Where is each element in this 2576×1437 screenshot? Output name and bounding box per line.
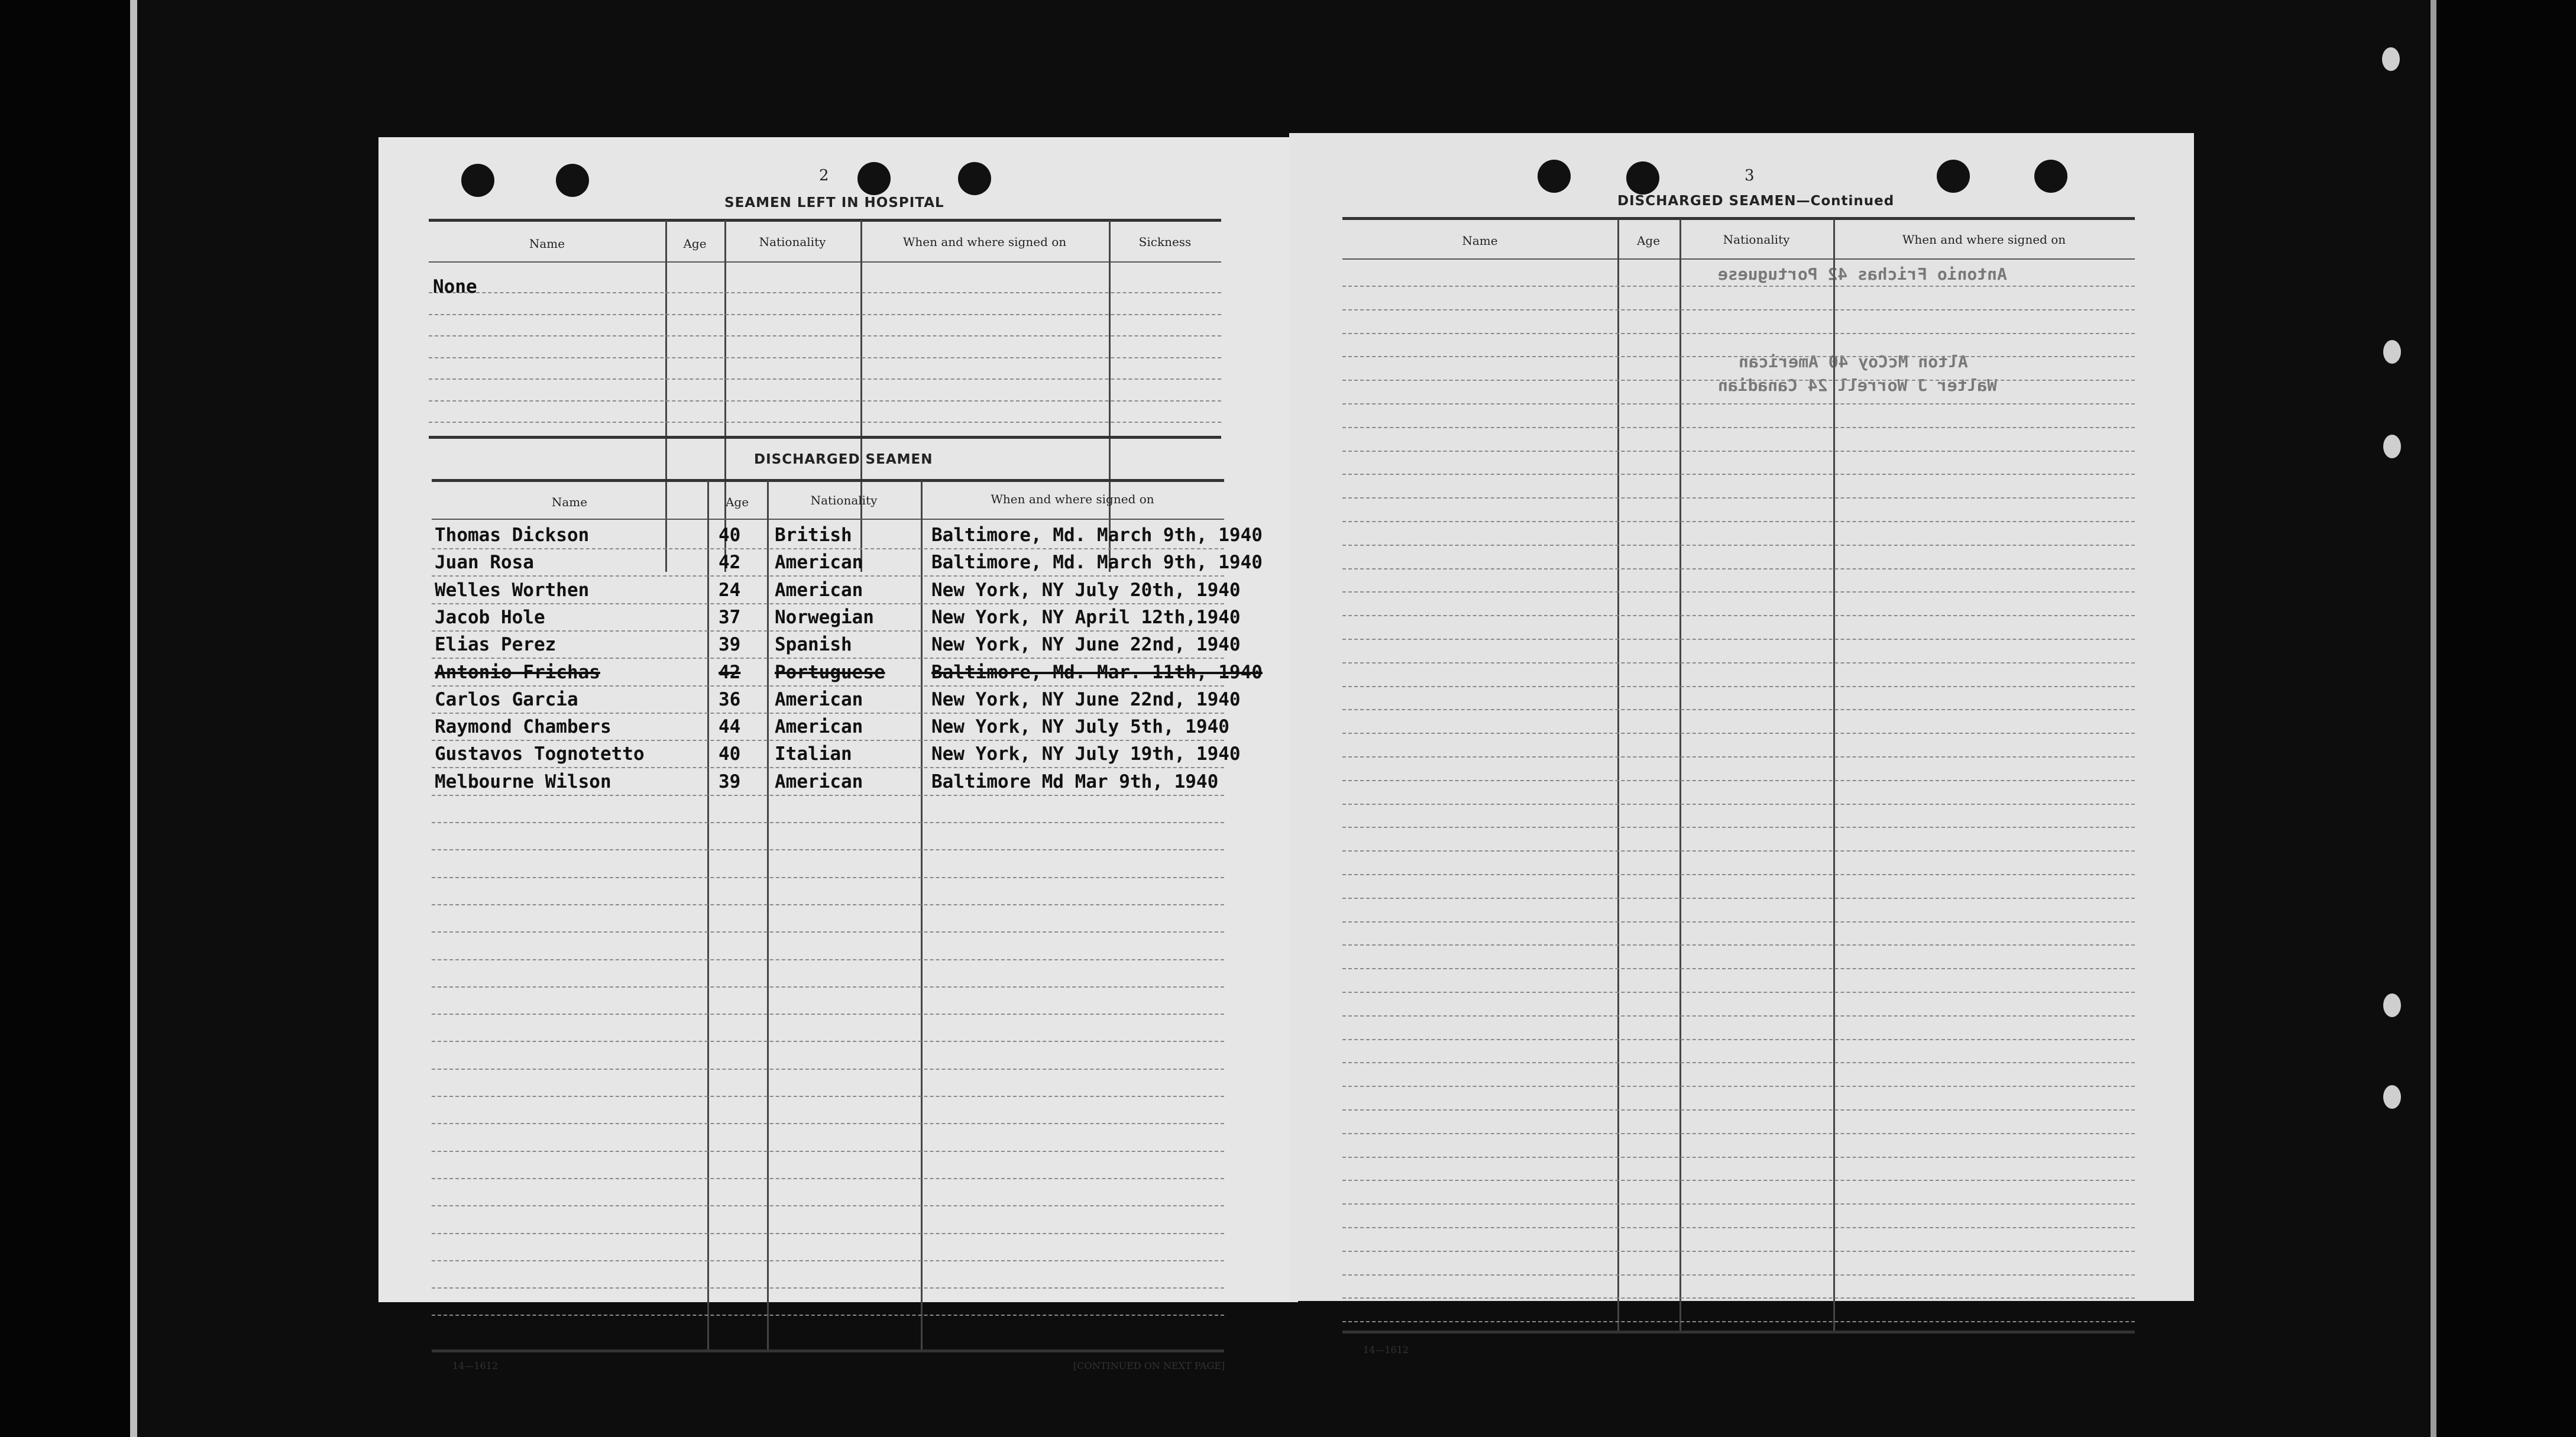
seaman-nationality: American (775, 579, 863, 601)
seaman-nationality: American (775, 771, 863, 792)
row-rule (429, 357, 1221, 358)
row-rule (1342, 733, 2135, 734)
film-edge-right (2431, 0, 2436, 1437)
row-rule (1342, 780, 2135, 781)
table-rule (432, 519, 1224, 520)
row-rule (429, 378, 1221, 380)
hospital-header-age: Age (683, 237, 707, 251)
row-rule (1342, 944, 2135, 946)
discharged-header-name: Name (551, 495, 588, 509)
row-rule (1342, 921, 2135, 923)
film-edge-left (130, 0, 137, 1437)
punch-hole (958, 162, 991, 195)
punch-hole (1538, 160, 1571, 193)
bleed-through-text: Walter J Worrell 24 Canadian (1718, 376, 1998, 395)
row-rule (432, 1233, 1224, 1234)
seaman-name: Juan Rosa (435, 552, 534, 574)
row-rule (432, 767, 1224, 768)
row-rule (1342, 309, 2135, 310)
row-rule (432, 1178, 1224, 1179)
punch-hole (1626, 161, 1659, 195)
row-rule (1342, 756, 2135, 758)
row-rule (432, 795, 1224, 796)
row-rule (1342, 1321, 2135, 1322)
continued-header-nationality: Nationality (1723, 232, 1790, 247)
discharged-header-signed-on: When and where signed on (991, 492, 1154, 506)
row-rule (1342, 591, 2135, 593)
row-rule (1342, 992, 2135, 993)
seaman-name: Jacob Hole (435, 606, 545, 628)
seaman-name: Raymond Chambers (435, 716, 611, 738)
discharged-section-title: DISCHARGED SEAMEN (754, 452, 933, 467)
row-rule (429, 400, 1221, 402)
seaman-age: 24 (719, 579, 741, 601)
row-rule (1342, 356, 2135, 357)
film-sprocket-dot (2383, 435, 2401, 458)
seaman-age: 39 (719, 634, 741, 656)
row-rule (1342, 497, 2135, 499)
film-sprocket-dot (2383, 993, 2401, 1017)
seaman-signed-on: New York, NY July 5th, 1940 (931, 716, 1229, 738)
row-rule (429, 292, 1221, 293)
row-rule (1342, 474, 2135, 475)
row-rule (1342, 1203, 2135, 1205)
film-sprocket-dot (2383, 1085, 2401, 1109)
seaman-nationality: Portuguese (775, 661, 885, 683)
row-rule (1342, 451, 2135, 452)
seaman-name: Carlos Garcia (435, 688, 578, 710)
row-rule (432, 1069, 1224, 1070)
row-rule (432, 575, 1224, 577)
seaman-name: Antonio Frichas (435, 661, 600, 683)
row-rule (1342, 333, 2135, 334)
column-divider (1679, 219, 1681, 1331)
row-rule (1342, 545, 2135, 546)
seaman-age: 42 (719, 661, 741, 683)
row-rule (432, 1096, 1224, 1097)
seaman-signed-on: Baltimore, Md. Mar. 11th, 1940 (931, 661, 1263, 683)
row-rule (432, 1205, 1224, 1206)
row-rule (1342, 568, 2135, 569)
seaman-name: Thomas Dickson (435, 525, 590, 546)
row-rule (432, 685, 1224, 687)
row-rule (1342, 380, 2135, 381)
row-rule (432, 548, 1224, 549)
row-rule (1342, 615, 2135, 616)
seaman-nationality: Norwegian (775, 606, 874, 628)
punch-hole (1937, 160, 1970, 193)
bleed-through-text: Alton McCoy 40 American (1739, 352, 1968, 371)
table-rule (429, 219, 1221, 222)
seaman-name: Elias Perez (435, 634, 556, 656)
row-rule (432, 1014, 1224, 1015)
row-rule (1342, 1015, 2135, 1017)
row-rule (1342, 403, 2135, 404)
row-rule (1342, 827, 2135, 828)
seaman-signed-on: New York, NY June 22nd, 1940 (931, 634, 1241, 656)
seaman-age: 40 (719, 525, 741, 546)
hospital-row-name: None (433, 276, 477, 297)
row-rule (432, 822, 1224, 823)
row-rule (432, 1287, 1224, 1289)
page-number: 2 (819, 167, 829, 185)
seaman-age: 37 (719, 606, 741, 628)
row-rule (1342, 427, 2135, 428)
discharged-header-age: Age (725, 495, 749, 509)
seaman-name: Welles Worthen (435, 579, 590, 601)
seaman-signed-on: Baltimore, Md. March 9th, 1940 (931, 552, 1263, 574)
row-rule (1342, 1157, 2135, 1158)
row-rule (432, 849, 1224, 850)
row-rule (432, 1315, 1224, 1316)
table-rule (1342, 258, 2135, 260)
table-rule (432, 1349, 1224, 1352)
row-rule (1342, 639, 2135, 640)
hospital-section-title: SEAMEN LEFT IN HOSPITAL (724, 195, 944, 211)
punch-hole (461, 164, 494, 197)
row-rule (1342, 286, 2135, 287)
film-sprocket-dot (2383, 340, 2401, 364)
hospital-header-name: Name (529, 237, 565, 251)
page-number: 3 (1745, 167, 1755, 185)
seaman-nationality: Spanish (775, 634, 852, 656)
left-page (378, 137, 1298, 1371)
seaman-signed-on: New York, NY June 22nd, 1940 (931, 688, 1241, 710)
continued-section-title: DISCHARGED SEAMEN—Continued (1617, 193, 1895, 209)
row-rule (432, 1260, 1224, 1261)
column-divider (921, 480, 923, 1349)
seaman-age: 42 (719, 552, 741, 574)
film-sprocket-dot (2382, 47, 2400, 71)
row-rule (1342, 1251, 2135, 1252)
seaman-nationality: American (775, 552, 863, 574)
seaman-age: 44 (719, 716, 741, 738)
right-page (1289, 133, 2194, 1355)
column-divider (767, 480, 769, 1349)
row-rule (1342, 874, 2135, 875)
row-rule (429, 335, 1221, 336)
seaman-age: 40 (719, 743, 741, 765)
hospital-header-signed-on: When and where signed on (902, 235, 1067, 249)
row-rule (429, 314, 1221, 315)
row-rule (1342, 1227, 2135, 1228)
punch-hole (556, 164, 589, 197)
row-rule (1342, 662, 2135, 664)
row-rule (432, 1123, 1224, 1124)
table-rule (1342, 217, 2135, 220)
seaman-nationality: American (775, 716, 863, 738)
continued-header-name: Name (1462, 234, 1498, 248)
row-rule (1342, 1086, 2135, 1087)
seaman-nationality: British (775, 525, 852, 546)
seaman-signed-on: Baltimore, Md. March 9th, 1940 (931, 525, 1263, 546)
bleed-through-text: Antonio Frichas 42 Portuguese (1718, 264, 2007, 284)
row-rule (1342, 1109, 2135, 1111)
row-rule (432, 740, 1224, 741)
discharged-header-nationality: Nationality (810, 493, 878, 507)
seaman-nationality: American (775, 688, 863, 710)
row-rule (1342, 521, 2135, 522)
continued-note: [CONTINUED ON NEXT PAGE] (1073, 1360, 1225, 1371)
column-divider (707, 480, 709, 1349)
row-rule (432, 630, 1224, 632)
form-number: 14—1612 (1363, 1344, 1409, 1355)
hospital-header-sickness: Sickness (1138, 235, 1192, 249)
punch-hole (2034, 160, 2067, 193)
seaman-name: Melbourne Wilson (435, 771, 611, 792)
row-rule (1342, 1297, 2135, 1299)
row-rule (432, 877, 1224, 878)
row-rule (432, 658, 1224, 659)
table-rule (429, 261, 1221, 263)
seaman-signed-on: New York, NY July 19th, 1940 (931, 743, 1241, 765)
row-rule (1342, 709, 2135, 710)
seaman-age: 36 (719, 688, 741, 710)
row-rule (432, 713, 1224, 714)
row-rule (1342, 850, 2135, 852)
row-rule (1342, 1133, 2135, 1134)
seaman-signed-on: New York, NY July 20th, 1940 (931, 579, 1241, 601)
row-rule (1342, 686, 2135, 687)
film-border-left (0, 0, 136, 1437)
seaman-signed-on: Baltimore Md Mar 9th, 1940 (931, 771, 1219, 792)
row-rule (432, 904, 1224, 905)
table-rule (432, 479, 1224, 482)
seaman-signed-on: New York, NY April 12th,1940 (931, 606, 1241, 628)
row-rule (432, 959, 1224, 960)
row-rule (432, 1041, 1224, 1042)
film-border-right (2436, 0, 2576, 1437)
seaman-nationality: Italian (775, 743, 852, 765)
row-rule (1342, 898, 2135, 899)
row-rule (432, 603, 1224, 604)
row-rule (432, 1151, 1224, 1152)
punch-hole (857, 162, 891, 195)
row-rule (429, 422, 1221, 423)
table-rule (429, 436, 1221, 439)
row-rule (432, 931, 1224, 933)
continued-header-age: Age (1636, 234, 1661, 248)
row-rule (1342, 804, 2135, 805)
column-divider (1617, 219, 1619, 1331)
form-number: 14—1612 (452, 1360, 499, 1371)
row-rule (1342, 1062, 2135, 1063)
table-rule (1342, 1331, 2135, 1334)
row-rule (432, 986, 1224, 988)
continued-header-signed-on: When and where signed on (1902, 232, 2066, 247)
hospital-header-nationality: Nationality (759, 235, 826, 249)
seaman-age: 39 (719, 771, 741, 792)
seaman-name: Gustavos Tognotetto (435, 743, 645, 765)
row-rule (1342, 1039, 2135, 1040)
row-rule (1342, 968, 2135, 969)
row-rule (1342, 1180, 2135, 1181)
row-rule (1342, 1274, 2135, 1276)
